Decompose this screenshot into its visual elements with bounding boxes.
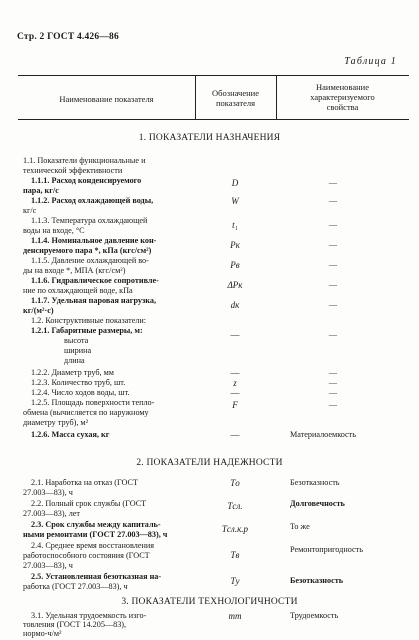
column-header-symbol-line1: Обозначение [212,88,259,98]
symbol-mt: mт [228,611,242,621]
column-header-name: Наименование показателя [59,94,154,104]
symbol-To: Tо [230,478,240,488]
property-same: То же [290,522,310,531]
symbol-z: z [233,378,237,388]
dash: — [328,388,338,397]
table-header-rule [18,119,409,120]
section-title-reliability: 2. ПОКАЗАТЕЛИ НАДЕЖНОСТИ [136,458,283,468]
dash: — [328,330,338,339]
symbol-delta-Pk: ΔPк [227,280,243,290]
symbol-W: W [231,196,239,206]
dash: — [328,300,338,309]
dash: — [230,430,240,440]
property-reliability: Безотказность [290,478,340,487]
dash: — [328,178,338,187]
section-title-manufacturability: 3. ПОКАЗАТЕЛИ ТЕХНОЛОГИЧНОСТИ [121,597,298,607]
symbol-Tsl: Tсл. [227,501,243,511]
property-reliability-2: Безотказность [290,576,344,585]
symbol-Tsl-kr: Tсл.к.р [221,524,249,534]
dash: — [230,388,240,398]
dash: — [328,280,338,289]
dash: — [328,196,338,205]
dash: — [328,220,338,229]
dash: — [230,368,240,378]
page-header: Стр. 2 ГОСТ 4.426—86 [17,32,119,42]
dash: — [328,378,338,387]
property-material-intensity: Материалоемкость [290,430,356,439]
section-title-purpose: 1. ПОКАЗАТЕЛИ НАЗНАЧЕНИЯ [138,133,281,143]
property-labor-intensity: Трудоемкость [290,611,339,620]
symbol-F: F [232,400,238,410]
symbol-Tv: Tв [230,550,240,560]
property-maintainability: Ремонтопригодность [290,545,363,554]
column-header-property-line3: свойства [326,102,359,112]
symbol-D: D [231,178,239,188]
dash: — [230,330,240,340]
symbol-Pv: Pв [230,260,240,270]
symbol-t1: t₁ [232,220,238,230]
symbol-Ty: Tу [230,576,240,586]
column-header-symbol-line2: показателя [215,98,256,108]
column-header-property-line1: Наименование [316,82,369,92]
dash: — [328,260,338,269]
dash: — [328,368,338,377]
dash: — [328,400,338,409]
column-header-property-line2: характеризуемого [310,92,375,102]
table-top-rule [18,75,409,76]
dash: — [328,240,338,249]
table-label: Таблица 1 [344,56,397,67]
symbol-Pk: Pк [230,240,240,250]
symbol-dk: dк [230,300,240,310]
property-durability: Долговечность [290,499,345,508]
